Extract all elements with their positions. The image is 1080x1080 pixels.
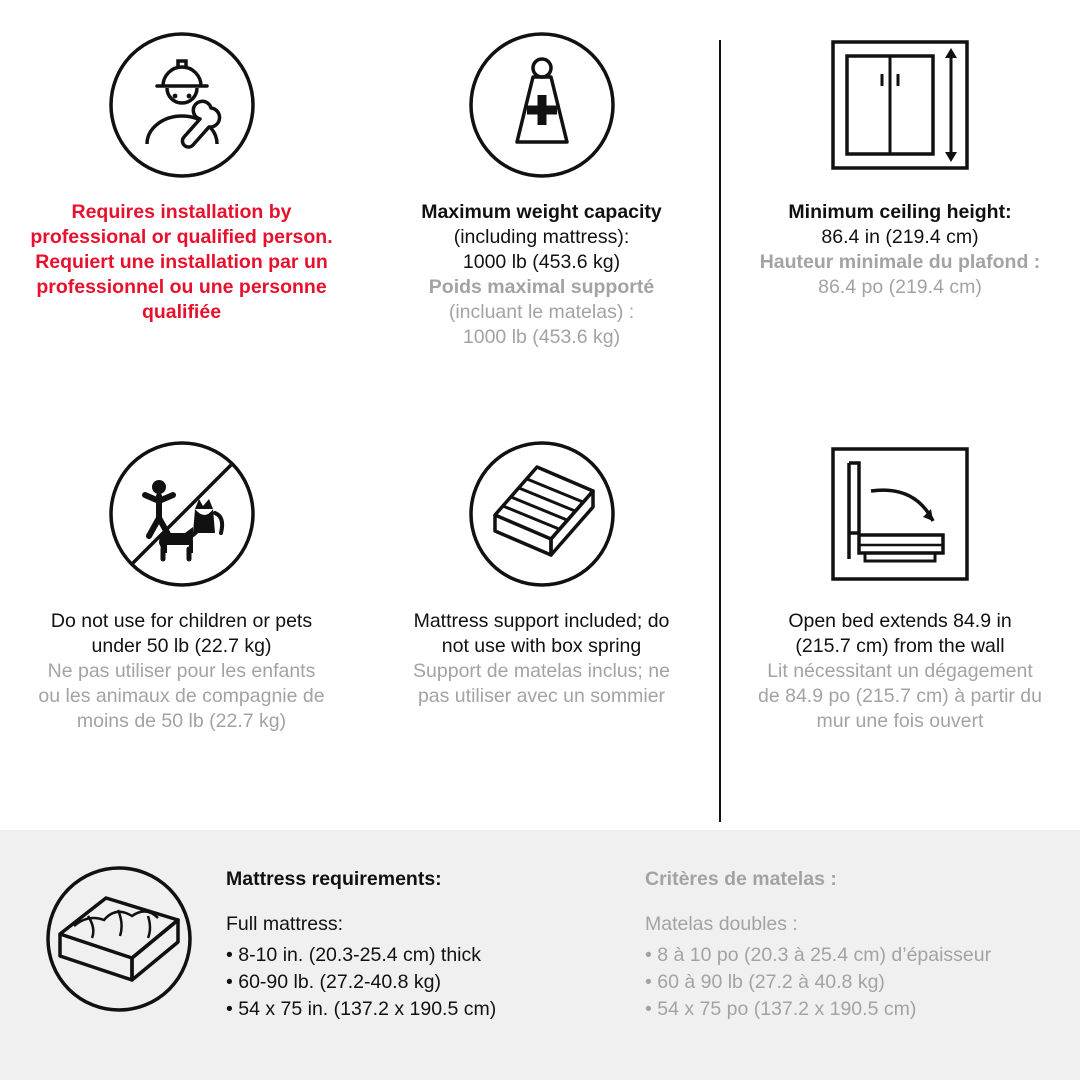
requirements-title-fr: Critères de matelas : [645,868,837,890]
requirements-item-fr-1: • 8 à 10 po (20.3 à 25.4 cm) d’épaisseur [645,944,992,966]
caption-fr-2: (incluant le matelas) : [448,300,635,323]
caption-fr-1: Lit nécessitant un dégagement [767,659,1033,682]
caption-en-1: Open bed extends 84.9 in [788,610,1012,632]
ceiling-height-door-arrow-icon [825,20,975,190]
feature-cell-mattress-support [363,415,720,830]
caption-fr-1: Hauteur minimale du plafond : [759,250,1041,273]
caption-fr-2: 86.4 po (219.4 cm) [818,275,982,298]
caption-fr-1: Poids maximal supporté [428,275,655,298]
caption-en-2: (including mattress): [453,225,630,248]
mattress-requirements-fr [625,858,1044,1023]
feature-caption-mattress-support [393,609,690,709]
caption-fr [20,250,343,325]
requirements-item-en-2: • 60-90 lb. (27.2-40.8 kg) [226,970,441,993]
requirements-item-en-3: • 54 x 75 in. (137.2 x 190.5 cm) [226,997,497,1020]
feature-cell-installation [0,0,363,415]
caption-fr-1: Support de matelas inclus; ne [413,659,670,682]
feature-caption-weight [401,200,682,350]
caption-en-1: Maximum weight capacity [421,201,662,223]
feature-caption-open-bed [738,609,1062,734]
no-children-pets-icon [107,429,257,599]
caption-fr-rest: une installation par un professionnel ou une personne qualifiée [36,250,328,323]
requirements-item-fr-2: • 60 à 90 lb (27.2 à 40.8 kg) [645,970,885,993]
caption-en-1: Minimum ceiling height: [788,201,1012,223]
caption-fr-2: pas utiliser avec un sommier [417,684,666,707]
caption-en-2: 86.4 in (219.4 cm) [821,225,979,248]
caption-en-rest: installation by professional or qualified person. [30,201,333,248]
caption-en-1: Do not use for children or pets [50,610,313,632]
mattress-slats-support-icon [467,429,617,599]
murphy-bed-open-swing-icon [825,429,975,599]
feature-cell-no-children-pets [0,415,363,830]
feature-cell-open-bed [720,415,1080,830]
caption-fr-1: Ne pas utiliser pour les enfants [47,659,316,682]
requirements-subtitle-fr: Matelas doubles : [645,913,798,935]
caption-fr-2: de 84.9 po (215.7 cm) à partir du [758,684,1042,707]
weight-plus-icon [467,20,617,190]
requirements-item-fr-3: • 54 x 75 po (137.2 x 190.5 cm) [645,997,917,1020]
requirements-title-en: Mattress requirements: [226,868,442,890]
caption-fr-3: moins de 50 lb (22.7 kg) [76,709,287,732]
feature-caption-no-children-pets [18,609,344,734]
feature-caption-installation [0,200,363,325]
feature-cell-ceiling [720,0,1080,415]
worker-helmet-wrench-icon [107,20,257,190]
requirements-subtitle-en: Full mattress: [226,913,344,935]
caption-en-1: Mattress support included; do [413,610,670,632]
caption-en [20,200,343,250]
caption-en-2: under 50 lb (22.7 kg) [91,634,272,657]
caption-fr-3: 1000 lb (453.6 kg) [462,325,621,348]
feature-cell-weight [363,0,720,415]
feature-caption-ceiling [740,200,1061,300]
requirements-item-en-1: • 8-10 in. (20.3-25.4 cm) thick [226,944,482,966]
caption-en-2: (215.7 cm) from the wall [795,634,1005,657]
mattress-requirements-en [226,858,625,1023]
caption-fr-bold: Requiert [35,250,115,273]
caption-fr-3: mur une fois ouvert [816,709,984,732]
caption-fr-2: ou les animaux de compagnie de [38,684,325,707]
caption-en-2: not use with box spring [441,634,642,657]
mattress-icon [36,858,226,1023]
caption-en-3: 1000 lb (453.6 kg) [462,250,621,273]
mattress-requirements-panel [0,830,1080,1080]
caption-en-bold: Requires [71,201,155,223]
